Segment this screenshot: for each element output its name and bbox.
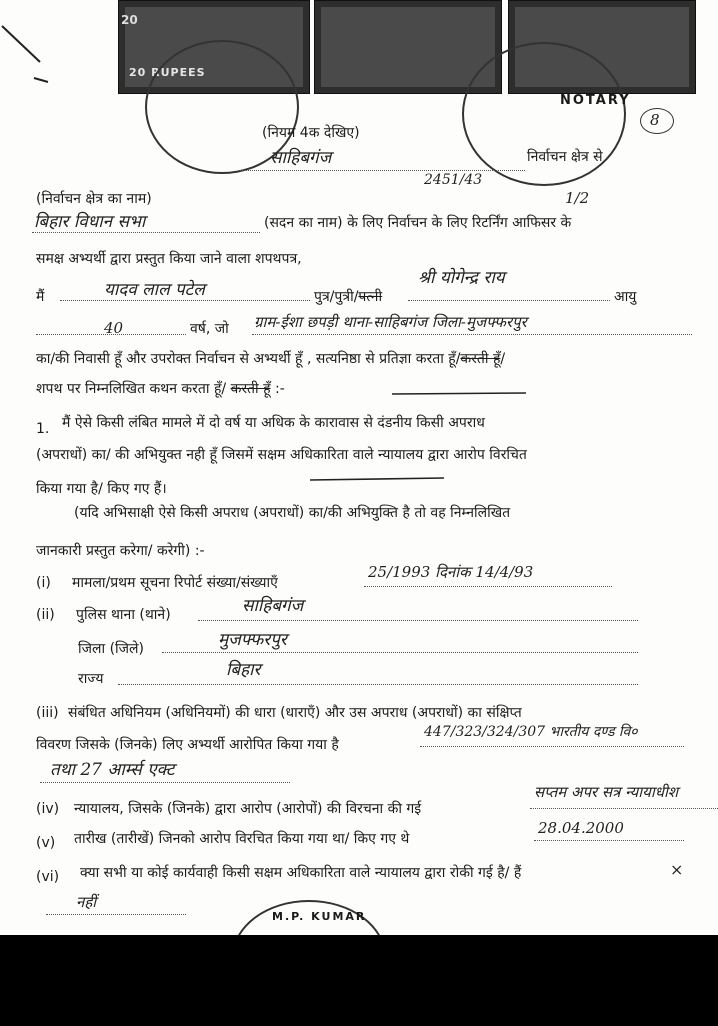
item-1-line-4: (यदि अभिसाक्षी ऐसे किसी अपराध (अपराधों) का/की अभियुक्ति है तो वह निम्नलिखित: [74, 505, 511, 521]
item-1-number: 1.: [36, 421, 50, 437]
field-iv-label: न्यायालय, जिसके (जिनके) द्वारा आरोप (आरोपों) की विरचना की गई: [74, 801, 422, 817]
district-value: मुजफ्फरपुर: [218, 630, 287, 650]
field-iii-line-2: विवरण जिसके (जिनके) लिए अभ्यर्थी आरोपित किया गया है: [36, 737, 339, 753]
field-iv-number: (iv): [36, 801, 60, 817]
field-iii-line-2: [40, 782, 290, 783]
age-line: [36, 334, 186, 335]
page-number: 8: [650, 111, 660, 129]
field-vi-number: (vi): [36, 869, 60, 885]
declarant-name: यादव लाल पटेल: [104, 280, 205, 300]
label-i: मैं: [36, 289, 45, 305]
field-v-value: 28.04.2000: [538, 819, 624, 837]
field-ii-label: पुलिस थाना (थाने): [76, 607, 171, 623]
field-iii-line-1: संबंधित अधिनियम (अधिनियमों) की धारा (धाराएँ) और उस अपराध (अपराधों) का संक्षिप्त: [68, 705, 522, 721]
state-line: [118, 684, 638, 685]
label-relation: पुत्र/पुत्री/पत्नी: [314, 289, 383, 305]
field-ii-number: (ii): [36, 607, 55, 623]
field-i-line: [364, 586, 612, 587]
field-iii-number: (iii): [36, 705, 59, 721]
label-house-name: (सदन का नाम) के लिए निर्वाचन के लिए रिटर्निंग आफिसर के: [264, 215, 572, 231]
declaration-line-4: शपथ पर निम्नलिखित कथन करता हूँ/ करती हूँ :-: [36, 381, 285, 397]
field-iv-value: सप्तम अपर सत्र न्यायाधीश: [534, 783, 679, 801]
label-age: आयु: [614, 289, 637, 305]
father-name: श्री योगेन्द्र राय: [418, 268, 505, 288]
label-constituency-name: (निर्वाचन क्षेत्र का नाम): [36, 191, 152, 207]
field-ii-value: साहिबगंज: [242, 596, 304, 616]
field-ii-line: [198, 620, 638, 621]
field-vi-label: क्या सभी या कोई कार्यवाही किसी सक्षम अधिकारिता वाले न्यायालय द्वारा रोकी गई है/ हैं: [80, 865, 522, 881]
field-vi-mark: ×: [670, 860, 684, 879]
stamp-value: 20: [121, 13, 138, 27]
affidavit-line: समक्ष अभ्यर्थी द्वारा प्रस्तुत किया जाने वाला शपथपत्र,: [36, 251, 302, 267]
corner-scribble: [0, 20, 60, 90]
field-iii-value: 447/323/324/307 भारतीय दण्ड वि०: [424, 724, 638, 740]
field-vi-value: नहीं: [76, 893, 97, 911]
item-1-line-3: किया गया है/ किए गए हैं।: [36, 481, 167, 497]
address-handwritten: ग्राम-ईशा छपड़ी थाना-साहिबगंज जिला-मुजफ्फरपुर: [254, 313, 527, 331]
label-years: वर्ष, जो: [190, 321, 229, 337]
field-vi-line: [46, 914, 186, 915]
field-i-value: 25/1993 दिनांक 14/4/93: [368, 563, 534, 581]
field-iv-line: [530, 808, 718, 809]
field-i-number: (i): [36, 575, 51, 591]
district-line: [162, 652, 638, 653]
underline-stroke-2: [308, 474, 448, 484]
father-name-line: [408, 300, 610, 301]
rule-reference: (नियम 4क देखिए): [262, 125, 360, 141]
state-value: बिहार: [226, 660, 261, 680]
bottom-seal-text: M.P. KUMAR: [272, 910, 367, 923]
page-fraction: 1/2: [565, 189, 590, 207]
house-name-handwritten: बिहार विधान सभा: [34, 212, 146, 232]
field-v-line: [534, 840, 684, 841]
underline-stroke: [390, 388, 530, 398]
field-i-label: मामला/प्रथम सूचना रिपोर्ट संख्या/संख्याएँ: [72, 575, 278, 591]
field-v-label: तारीख (तारीखें) जिनको आरोप विरचित किया गया था/ किए गए थे: [74, 831, 410, 847]
field-iii-value-2: तथा 27 आर्म्स एक्ट: [50, 760, 175, 780]
house-name-line: [32, 232, 260, 233]
stamp-rupees-text: 20 RUPEES: [129, 66, 206, 79]
age-value: 40: [104, 319, 124, 337]
item-1-line-2: (अपराधों) का/ की अभियुक्त नही हूँ जिसमें सक्षम अधिकारिता वाले न्यायालय द्वारा आरोप विरचित: [36, 447, 527, 463]
district-label: जिला (जिले): [78, 641, 145, 657]
state-label: राज्य: [78, 671, 104, 687]
item-1-line-1: मैं ऐसे किसी लंबित मामले में दो वर्ष या अधिक के कारावास से दंडनीय किसी अपराध: [62, 415, 485, 431]
field-iii-line: [420, 746, 684, 747]
registration-number: 2451/43: [424, 172, 483, 188]
declaration-line-3: का/की निवासी हूँ और उपरोक्त निर्वाचन से अभ्यर्थी हूँ , सत्यनिष्ठा से प्रतिज्ञा करता हूँ/करती हूँ/: [36, 351, 506, 367]
item-1-line-5: जानकारी प्रस्तुत करेगा/ करेगी) :-: [36, 543, 205, 559]
label-from-constituency: निर्वाचन क्षेत्र से: [527, 149, 603, 165]
field-v-number: (v): [36, 835, 56, 851]
address-line: [252, 334, 692, 335]
notary-stamp-text: NOTARY: [560, 93, 631, 108]
constituency-handwritten: साहिबगंज: [270, 148, 332, 168]
declarant-name-line: [60, 300, 310, 301]
constituency-line: [240, 170, 525, 171]
